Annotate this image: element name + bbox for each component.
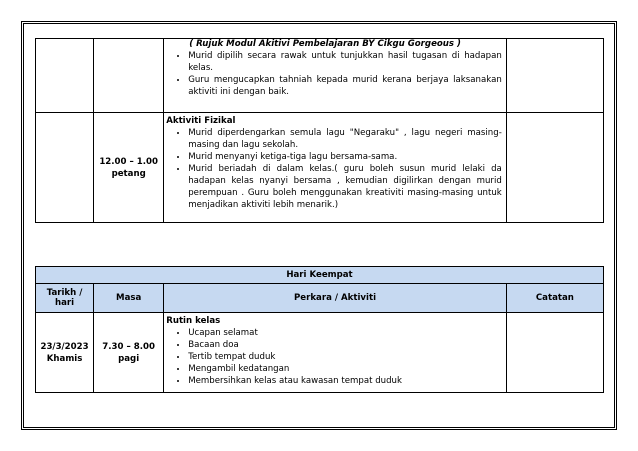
list-item: • Mengambil kedatangan (188, 363, 502, 375)
day-value: Khamis (46, 353, 83, 364)
list-item: • Membersihkan kelas atau kawasan tempat duduk (188, 375, 502, 387)
table-row (36, 313, 604, 393)
activity-list (164, 327, 506, 387)
time-cell (94, 113, 164, 223)
table-row (36, 113, 604, 223)
date-cell (36, 113, 94, 223)
date-value: 23/3/2023 (40, 341, 89, 352)
module-note: ( Rujuk Modul Akitivi Pembelajaran BY Cikgu Gorgeous ) (189, 39, 461, 49)
activity-title: Rutin kelas (166, 316, 221, 326)
activity-list (164, 50, 506, 98)
day-four-table (35, 266, 604, 393)
previous-day-table (35, 38, 604, 223)
date-cell (36, 39, 94, 113)
list-item: • Murid diperdengarkan semula lagu "Negaraku" , lagu negeri masing-masing dan lagu sekolah. (188, 127, 502, 151)
list-item: • Bacaan doa (188, 339, 502, 351)
list-item: • Murid beriadah di dalam kelas.( guru boleh susun murid lelaki da hadapan kelas nyanyi bersama , kemudian digilirkan dengan murid perempuan . Guru boleh menggunakan kreativiti masing-masing untuk menjadikan aktiviti lebih menarik.) (188, 163, 502, 211)
time-start: 7.30 – 8.00 (102, 341, 155, 352)
time-cell (94, 313, 164, 393)
time-period: pagi (118, 353, 140, 364)
time-period: petang (111, 168, 146, 179)
activity-list (164, 127, 506, 211)
notes-cell (506, 39, 603, 113)
time-start: 12.00 – 1.00 (99, 156, 158, 167)
table-row (36, 39, 604, 113)
header-date: Tarikh / hari (36, 284, 94, 313)
list-item: • Murid menyanyi ketiga-tiga lagu bersama-sama. (188, 151, 502, 163)
header-time: Masa (94, 284, 164, 313)
list-item: • Ucapan selamat (188, 327, 502, 339)
header-notes: Catatan (506, 284, 603, 313)
date-cell (36, 313, 94, 393)
activity-cell (164, 39, 507, 113)
time-cell (94, 39, 164, 113)
notes-cell (506, 313, 603, 393)
header-activity: Perkara / Aktiviti (164, 284, 507, 313)
list-item: • Tertib tempat duduk (188, 351, 502, 363)
activity-title: Aktiviti Fizikal (166, 116, 236, 126)
list-item: • Guru mengucapkan tahniah kepada murid kerana berjaya laksanakan aktiviti ini dengan baik. (188, 74, 502, 98)
day-title: Hari Keempat (36, 267, 604, 284)
activity-cell (164, 113, 507, 223)
notes-cell (506, 113, 603, 223)
activity-cell (164, 313, 507, 393)
list-item: • Murid dipilih secara rawak untuk tunjukkan hasil tugasan di hadapan kelas. (188, 50, 502, 74)
